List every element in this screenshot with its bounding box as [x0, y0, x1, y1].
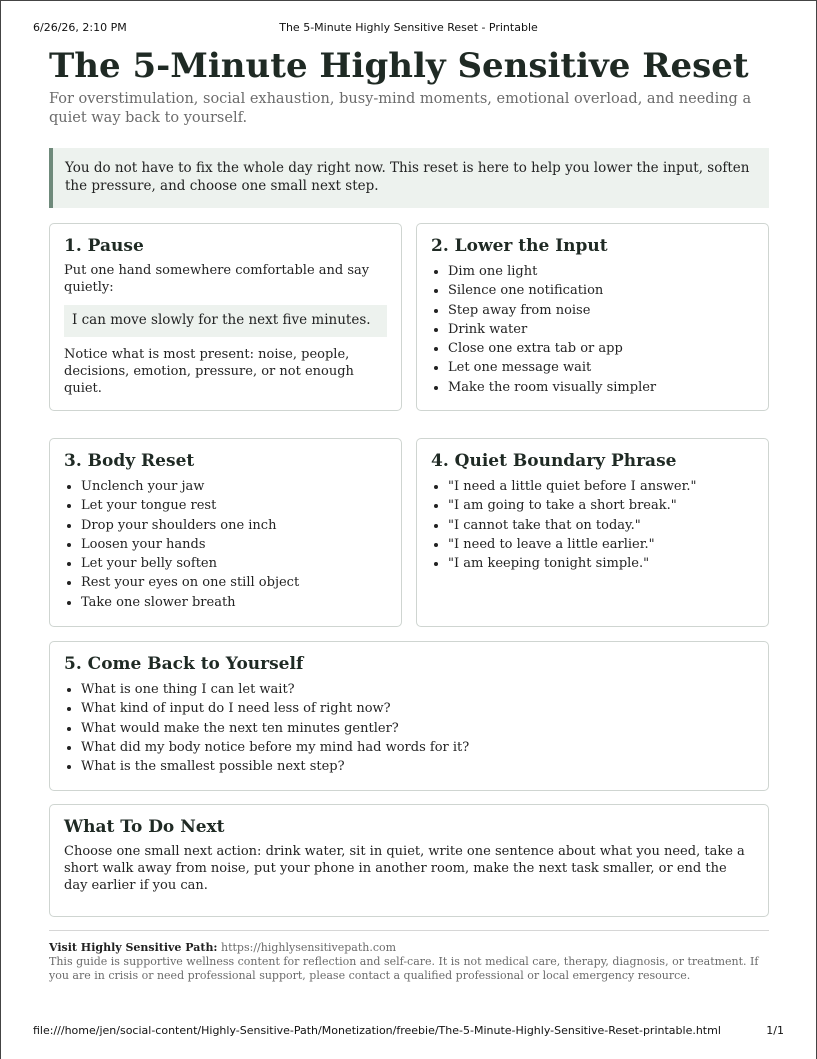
visit-link[interactable]: https://highlysensitivepath.com: [221, 941, 397, 954]
lower-input-list: [431, 262, 754, 397]
boundary-list: [431, 477, 754, 573]
next-text: Choose one small next action: drink water, sit in quiet, write one sentence about what you need, take a short walk away from noise, put your phone in another room, make the next task smaller, or end the day earlier if you can.: [64, 844, 745, 893]
list-item: • "I need to leave a little earlier.": [448, 535, 754, 554]
disclaimer: This guide is supportive wellness content for reflection and self-care. It is not medical care, therapy, diagnosis, or treatment. If you are in crisis or need professional support, please contact a qualified professional or local emergency resource.: [49, 955, 759, 982]
list-item: • Dim one light: [448, 262, 754, 281]
list-item: • Close one extra tab or app: [448, 339, 754, 358]
pause-notice: Notice what is most present: noise, people, decisions, emotion, pressure, or not enough quiet.: [64, 347, 354, 396]
list-item: • Rest your eyes on one still object: [81, 573, 387, 592]
list-item: • "I am going to take a short break.": [448, 496, 754, 515]
list-item: • Step away from noise: [448, 301, 754, 320]
list-item: • What did my body notice before my mind had words for it?: [81, 738, 754, 757]
print-file-url: file:///home/jen/social-content/Highly-Sensitive-Path/Monetization/freebie/The-5-Minute-Highly-Sensitive-Reset-printable.html: [33, 1024, 721, 1037]
pause-text: Put one hand somewhere comfortable and say quietly:: [64, 263, 370, 295]
card-heading: What To Do Next: [64, 817, 225, 837]
list-item: • Take one slower breath: [81, 593, 387, 612]
list-item: • "I am keeping tonight simple.": [448, 554, 754, 573]
footer-note: [49, 930, 769, 983]
list-item: • What would make the next ten minutes gentler?: [81, 719, 754, 738]
card-what-next: [49, 804, 769, 917]
list-item: • "I cannot take that on today.": [448, 516, 754, 535]
list-item: • Unclench your jaw: [81, 477, 387, 496]
body-reset-list: [64, 477, 387, 612]
list-item: • Silence one notification: [448, 281, 754, 300]
visit-label: Visit Highly Sensitive Path:: [49, 941, 218, 954]
card-lower-input: [416, 223, 769, 411]
card-heading: 3. Body Reset: [64, 451, 195, 471]
card-heading: 2. Lower the Input: [431, 236, 608, 256]
intro-callout: You do not have to fix the whole day right now. This reset is here to help you lower the input, soften the pressure, and choose one small next step.: [49, 148, 769, 208]
card-body-reset: [49, 438, 402, 627]
card-pause: [49, 223, 402, 411]
list-item: • What is the smallest possible next step?: [81, 757, 754, 776]
list-item: • "I need a little quiet before I answer.": [448, 477, 754, 496]
card-come-back: [49, 641, 769, 791]
list-item: • What kind of input do I need less of right now?: [81, 699, 754, 718]
list-item: • Drop your shoulders one inch: [81, 516, 387, 535]
list-item: • Make the room visually simpler: [448, 378, 754, 397]
print-page-count: 1/1: [766, 1024, 784, 1037]
card-heading: 4. Quiet Boundary Phrase: [431, 451, 677, 471]
document-body: [49, 46, 769, 208]
print-page-title: The 5-Minute Highly Sensitive Reset - Printable: [279, 21, 538, 34]
page-edge-top: [0, 0, 817, 1]
print-header: [33, 21, 784, 35]
pause-phrase: I can move slowly for the next five minutes.: [64, 305, 387, 337]
card-boundary-phrase: [416, 438, 769, 627]
come-back-list: [64, 680, 754, 776]
list-item: • Let your belly soften: [81, 554, 387, 573]
print-date: 6/26/26, 2:10 PM: [33, 21, 127, 34]
page-edge-left: [0, 0, 1, 1059]
card-heading: 5. Come Back to Yourself: [64, 654, 304, 674]
list-item: • Loosen your hands: [81, 535, 387, 554]
visit-line: [49, 941, 769, 955]
page-title: The 5-Minute Highly Sensitive Reset: [49, 46, 749, 86]
list-item: • Let one message wait: [448, 358, 754, 377]
print-footer: [33, 1024, 784, 1038]
list-item: • Drink water: [448, 320, 754, 339]
page-subtitle: For overstimulation, social exhaustion, busy-mind moments, emotional overload, and needing a quiet way back to yourself.: [49, 91, 752, 126]
list-item: • Let your tongue rest: [81, 496, 387, 515]
list-item: • What is one thing I can let wait?: [81, 680, 754, 699]
card-heading: 1. Pause: [64, 236, 144, 256]
